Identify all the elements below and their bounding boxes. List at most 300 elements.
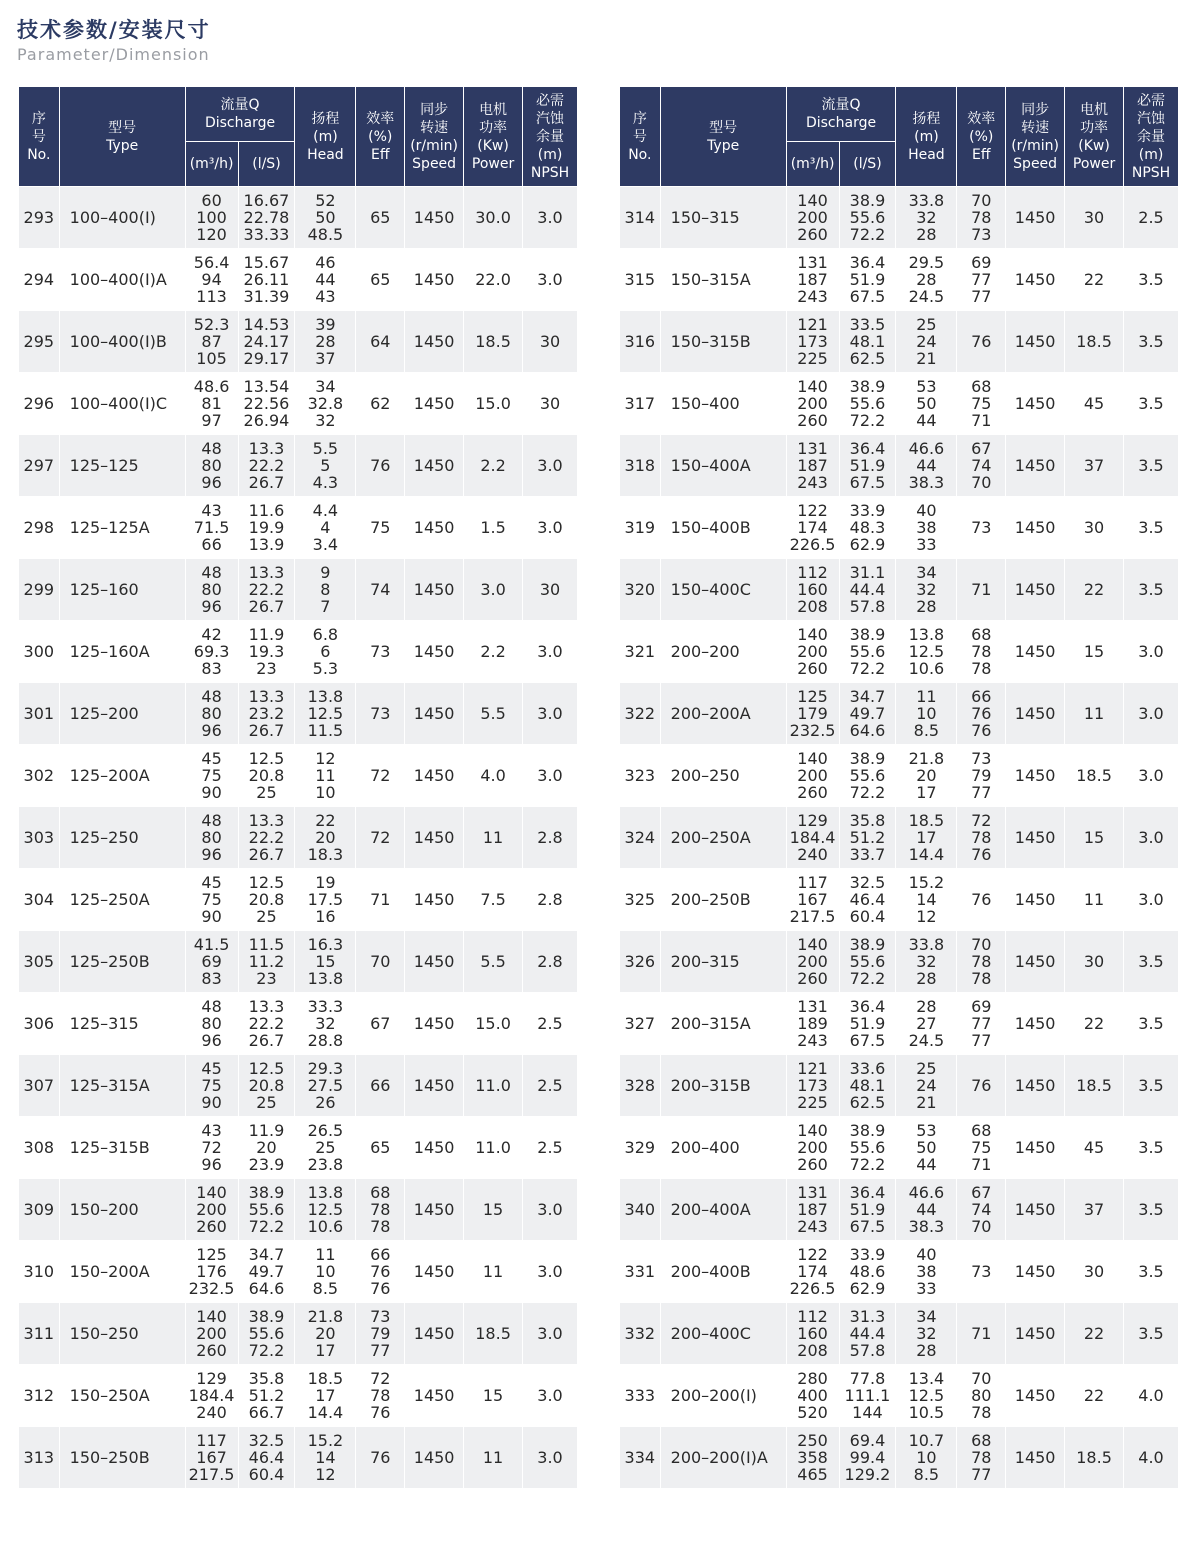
cell-speed: 1450	[1006, 621, 1065, 683]
table-row	[19, 1241, 578, 1303]
table-row	[19, 373, 578, 435]
cell-flow-m3h: 45 75 90	[185, 745, 238, 807]
cell-power: 11	[464, 807, 523, 869]
cell-head: 33.8 32 28	[896, 931, 957, 993]
cell-eff: 76	[957, 869, 1006, 931]
cell-npsh: 2.5	[1124, 187, 1179, 249]
cell-flow-ls: 36.4 51.9 67.5	[839, 993, 896, 1055]
cell-power: 15.0	[464, 373, 523, 435]
cell-type: 150–400A	[660, 435, 786, 497]
cell-head: 22 20 18.3	[295, 807, 356, 869]
cell-npsh: 3.5	[1124, 249, 1179, 311]
cell-no: 296	[19, 373, 60, 435]
header-m3h: (m³/h)	[185, 142, 238, 187]
cell-npsh: 3.5	[1124, 435, 1179, 497]
cell-npsh: 3.0	[523, 249, 578, 311]
cell-eff: 68 78 78	[957, 621, 1006, 683]
cell-no: 318	[620, 435, 661, 497]
cell-type: 150–400B	[660, 497, 786, 559]
cell-npsh: 3.5	[1124, 1241, 1179, 1303]
cell-eff: 72 78 76	[356, 1365, 405, 1427]
cell-type: 150–315	[660, 187, 786, 249]
cell-flow-m3h: 140 200 260	[786, 621, 839, 683]
cell-no: 312	[19, 1365, 60, 1427]
cell-eff: 76	[957, 311, 1006, 373]
table-row	[19, 497, 578, 559]
cell-no: 300	[19, 621, 60, 683]
cell-speed: 1450	[1006, 869, 1065, 931]
cell-flow-m3h: 121 173 225	[786, 1055, 839, 1117]
cell-flow-ls: 38.9 55.6 72.2	[839, 1117, 896, 1179]
cell-eff: 75	[356, 497, 405, 559]
cell-flow-ls: 34.7 49.7 64.6	[839, 683, 896, 745]
header-head: 扬程 (m) Head	[896, 87, 957, 187]
cell-power: 30.0	[464, 187, 523, 249]
cell-head: 13.8 12.5 10.6	[896, 621, 957, 683]
cell-type: 150–250	[59, 1303, 185, 1365]
cell-power: 22	[1065, 1303, 1124, 1365]
cell-head: 40 38 33	[896, 497, 957, 559]
cell-no: 315	[620, 249, 661, 311]
cell-speed: 1450	[405, 869, 464, 931]
cell-power: 37	[1065, 1179, 1124, 1241]
table-row	[620, 1365, 1179, 1427]
header-discharge: 流量Q Discharge	[185, 87, 295, 142]
cell-eff: 74	[356, 559, 405, 621]
cell-power: 5.5	[464, 931, 523, 993]
cell-flow-m3h: 125 179 232.5	[786, 683, 839, 745]
cell-npsh: 3.0	[1124, 621, 1179, 683]
cell-eff: 68 78 78	[356, 1179, 405, 1241]
cell-flow-ls: 31.1 44.4 57.8	[839, 559, 896, 621]
table-row	[620, 745, 1179, 807]
table-row	[620, 931, 1179, 993]
cell-head: 26.5 25 23.8	[295, 1117, 356, 1179]
cell-flow-m3h: 131 187 243	[786, 435, 839, 497]
cell-type: 200–250	[660, 745, 786, 807]
cell-speed: 1450	[405, 311, 464, 373]
cell-power: 18.5	[464, 1303, 523, 1365]
cell-head: 34 32.8 32	[295, 373, 356, 435]
cell-npsh: 3.0	[523, 1241, 578, 1303]
cell-flow-m3h: 45 75 90	[185, 1055, 238, 1117]
cell-speed: 1450	[405, 1179, 464, 1241]
cell-type: 125–125A	[59, 497, 185, 559]
table-row	[620, 683, 1179, 745]
cell-flow-ls: 38.9 55.6 72.2	[839, 373, 896, 435]
cell-npsh: 3.0	[523, 187, 578, 249]
cell-flow-ls: 38.9 55.6 72.2	[839, 745, 896, 807]
table-row	[19, 1427, 578, 1489]
header-npsh: 必需 汽蚀 余量 (m) NPSH	[523, 87, 578, 187]
cell-power: 30	[1065, 187, 1124, 249]
cell-type: 200–200	[660, 621, 786, 683]
cell-no: 323	[620, 745, 661, 807]
cell-type: 150–250A	[59, 1365, 185, 1427]
cell-npsh: 3.0	[1124, 807, 1179, 869]
cell-head: 15.2 14 12	[295, 1427, 356, 1489]
cell-no: 293	[19, 187, 60, 249]
cell-speed: 1450	[1006, 1303, 1065, 1365]
cell-flow-m3h: 43 71.5 66	[185, 497, 238, 559]
cell-no: 326	[620, 931, 661, 993]
table-row	[620, 249, 1179, 311]
cell-npsh: 3.0	[523, 621, 578, 683]
cell-type: 150–315A	[660, 249, 786, 311]
cell-no: 303	[19, 807, 60, 869]
cell-eff: 70 78 78	[957, 931, 1006, 993]
cell-npsh: 2.5	[523, 1117, 578, 1179]
cell-speed: 1450	[405, 1055, 464, 1117]
cell-type: 150–315B	[660, 311, 786, 373]
cell-power: 4.0	[464, 745, 523, 807]
cell-type: 200–250A	[660, 807, 786, 869]
cell-head: 46 44 43	[295, 249, 356, 311]
cell-power: 18.5	[1065, 311, 1124, 373]
cell-flow-m3h: 129 184.4 240	[786, 807, 839, 869]
cell-power: 15	[464, 1365, 523, 1427]
cell-speed: 1450	[405, 745, 464, 807]
cell-flow-ls: 13.3 22.2 26.7	[238, 559, 295, 621]
cell-no: 328	[620, 1055, 661, 1117]
cell-head: 19 17.5 16	[295, 869, 356, 931]
cell-power: 11.0	[464, 1117, 523, 1179]
cell-no: 299	[19, 559, 60, 621]
cell-flow-ls: 13.3 22.2 26.7	[238, 435, 295, 497]
cell-npsh: 3.5	[1124, 1055, 1179, 1117]
cell-speed: 1450	[1006, 1055, 1065, 1117]
cell-no: 320	[620, 559, 661, 621]
cell-npsh: 30	[523, 373, 578, 435]
header-ls: (l/S)	[839, 142, 896, 187]
cell-flow-m3h: 140 200 260	[786, 187, 839, 249]
cell-type: 125–250	[59, 807, 185, 869]
cell-power: 30	[1065, 1241, 1124, 1303]
cell-power: 15	[1065, 621, 1124, 683]
header-speed: 同步 转速 (r/min) Speed	[1006, 87, 1065, 187]
table-row	[19, 435, 578, 497]
cell-type: 125–315B	[59, 1117, 185, 1179]
cell-npsh: 3.5	[1124, 1179, 1179, 1241]
cell-flow-m3h: 140 200 260	[786, 1117, 839, 1179]
cell-head: 33.3 32 28.8	[295, 993, 356, 1055]
cell-speed: 1450	[1006, 1241, 1065, 1303]
cell-flow-ls: 31.3 44.4 57.8	[839, 1303, 896, 1365]
table-row	[620, 1241, 1179, 1303]
header-power: 电机 功率 (Kw) Power	[1065, 87, 1124, 187]
cell-flow-ls: 13.3 23.2 26.7	[238, 683, 295, 745]
cell-no: 295	[19, 311, 60, 373]
cell-flow-ls: 33.9 48.3 62.9	[839, 497, 896, 559]
cell-no: 316	[620, 311, 661, 373]
cell-speed: 1450	[1006, 745, 1065, 807]
cell-no: 325	[620, 869, 661, 931]
cell-head: 12 11 10	[295, 745, 356, 807]
cell-power: 18.5	[1065, 1055, 1124, 1117]
cell-flow-m3h: 48 80 96	[185, 807, 238, 869]
cell-no: 331	[620, 1241, 661, 1303]
table-row	[19, 1055, 578, 1117]
cell-type: 125–200	[59, 683, 185, 745]
cell-speed: 1450	[405, 497, 464, 559]
cell-flow-m3h: 45 75 90	[185, 869, 238, 931]
table-row	[620, 187, 1179, 249]
cell-head: 13.4 12.5 10.5	[896, 1365, 957, 1427]
cell-head: 34 32 28	[896, 559, 957, 621]
table-row	[19, 559, 578, 621]
table-row	[19, 869, 578, 931]
cell-flow-ls: 11.6 19.9 13.9	[238, 497, 295, 559]
cell-eff: 68 75 71	[957, 1117, 1006, 1179]
cell-power: 11.0	[464, 1055, 523, 1117]
header-eff: 效率 (%) Eff	[957, 87, 1006, 187]
cell-no: 314	[620, 187, 661, 249]
cell-no: 304	[19, 869, 60, 931]
cell-head: 11 10 8.5	[295, 1241, 356, 1303]
cell-speed: 1450	[405, 1117, 464, 1179]
cell-no: 324	[620, 807, 661, 869]
cell-power: 15	[464, 1179, 523, 1241]
table-row	[620, 1303, 1179, 1365]
cell-flow-ls: 35.8 51.2 33.7	[839, 807, 896, 869]
cell-power: 2.2	[464, 621, 523, 683]
cell-type: 125–160	[59, 559, 185, 621]
cell-power: 15	[1065, 807, 1124, 869]
cell-eff: 68 78 77	[957, 1427, 1006, 1489]
cell-speed: 1450	[1006, 931, 1065, 993]
table-row	[620, 1055, 1179, 1117]
cell-power: 2.2	[464, 435, 523, 497]
cell-type: 125–200A	[59, 745, 185, 807]
table-row	[620, 621, 1179, 683]
cell-flow-m3h: 129 184.4 240	[185, 1365, 238, 1427]
cell-power: 3.0	[464, 559, 523, 621]
cell-head: 18.5 17 14.4	[896, 807, 957, 869]
cell-power: 1.5	[464, 497, 523, 559]
cell-head: 34 32 28	[896, 1303, 957, 1365]
cell-head: 46.6 44 38.3	[896, 435, 957, 497]
cell-flow-ls: 38.9 55.6 72.2	[238, 1179, 295, 1241]
cell-flow-m3h: 131 189 243	[786, 993, 839, 1055]
cell-flow-m3h: 56.4 94 113	[185, 249, 238, 311]
cell-eff: 70 78 73	[957, 187, 1006, 249]
cell-power: 18.5	[464, 311, 523, 373]
cell-flow-m3h: 140 200 260	[185, 1303, 238, 1365]
cell-flow-ls: 12.5 20.8 25	[238, 1055, 295, 1117]
cell-type: 100–400(I)C	[59, 373, 185, 435]
cell-flow-m3h: 140 200 260	[786, 373, 839, 435]
cell-npsh: 3.0	[1124, 683, 1179, 745]
page-subtitle: Parameter/Dimension	[17, 45, 210, 64]
cell-flow-ls: 13.3 22.2 26.7	[238, 993, 295, 1055]
cell-flow-m3h: 250 358 465	[786, 1427, 839, 1489]
header-no: 序 号 No.	[19, 87, 60, 187]
table-row	[620, 497, 1179, 559]
cell-no: 307	[19, 1055, 60, 1117]
cell-head: 53 50 44	[896, 1117, 957, 1179]
table-row	[620, 869, 1179, 931]
cell-speed: 1450	[405, 1241, 464, 1303]
cell-flow-m3h: 48 80 96	[185, 559, 238, 621]
cell-flow-ls: 32.5 46.4 60.4	[839, 869, 896, 931]
cell-power: 11	[1065, 683, 1124, 745]
cell-eff: 70 80 78	[957, 1365, 1006, 1427]
header-ls: (l/S)	[238, 142, 295, 187]
cell-type: 150–250B	[59, 1427, 185, 1489]
cell-speed: 1450	[405, 993, 464, 1055]
cell-head: 46.6 44 38.3	[896, 1179, 957, 1241]
cell-npsh: 4.0	[1124, 1365, 1179, 1427]
spec-table-left	[18, 86, 578, 1489]
spec-table-right	[619, 86, 1179, 1489]
cell-npsh: 3.0	[523, 497, 578, 559]
table-row	[19, 1117, 578, 1179]
cell-type: 100–400(I)A	[59, 249, 185, 311]
cell-eff: 76	[957, 1055, 1006, 1117]
cell-power: 11	[464, 1241, 523, 1303]
cell-type: 150–400C	[660, 559, 786, 621]
cell-type: 200–315	[660, 931, 786, 993]
cell-power: 5.5	[464, 683, 523, 745]
cell-head: 11 10 8.5	[896, 683, 957, 745]
cell-power: 22	[1065, 249, 1124, 311]
cell-npsh: 3.5	[1124, 1303, 1179, 1365]
cell-flow-ls: 11.9 20 23.9	[238, 1117, 295, 1179]
cell-eff: 65	[356, 187, 405, 249]
cell-head: 6.8 6 5.3	[295, 621, 356, 683]
cell-head: 13.8 12.5 10.6	[295, 1179, 356, 1241]
cell-type: 200–400A	[660, 1179, 786, 1241]
cell-flow-m3h: 131 187 243	[786, 1179, 839, 1241]
cell-speed: 1450	[1006, 497, 1065, 559]
cell-no: 317	[620, 373, 661, 435]
cell-speed: 1450	[1006, 1365, 1065, 1427]
table-row	[19, 683, 578, 745]
cell-no: 333	[620, 1365, 661, 1427]
cell-flow-m3h: 42 69.3 83	[185, 621, 238, 683]
cell-flow-ls: 38.9 55.6 72.2	[238, 1303, 295, 1365]
cell-flow-ls: 15.67 26.11 31.39	[238, 249, 295, 311]
header-no: 序 号 No.	[620, 87, 661, 187]
cell-type: 200–400	[660, 1117, 786, 1179]
cell-flow-ls: 11.9 19.3 23	[238, 621, 295, 683]
cell-flow-m3h: 48.6 81 97	[185, 373, 238, 435]
table-row	[19, 1179, 578, 1241]
cell-power: 22	[1065, 559, 1124, 621]
cell-power: 18.5	[1065, 745, 1124, 807]
cell-head: 29.5 28 24.5	[896, 249, 957, 311]
cell-type: 200–315B	[660, 1055, 786, 1117]
cell-no: 321	[620, 621, 661, 683]
table-row	[19, 1365, 578, 1427]
cell-flow-m3h: 43 72 96	[185, 1117, 238, 1179]
cell-npsh: 3.5	[1124, 373, 1179, 435]
cell-flow-m3h: 48 80 96	[185, 435, 238, 497]
cell-no: 306	[19, 993, 60, 1055]
cell-power: 7.5	[464, 869, 523, 931]
cell-eff: 73	[356, 621, 405, 683]
table-row	[620, 311, 1179, 373]
cell-speed: 1450	[1006, 1427, 1065, 1489]
cell-flow-ls: 34.7 49.7 64.6	[238, 1241, 295, 1303]
cell-flow-m3h: 112 160 208	[786, 559, 839, 621]
cell-speed: 1450	[405, 683, 464, 745]
cell-power: 18.5	[1065, 1427, 1124, 1489]
cell-type: 200–200(I)A	[660, 1427, 786, 1489]
table-row	[19, 931, 578, 993]
cell-npsh: 2.8	[523, 807, 578, 869]
cell-speed: 1450	[1006, 311, 1065, 373]
cell-no: 298	[19, 497, 60, 559]
cell-type: 125–315	[59, 993, 185, 1055]
cell-flow-m3h: 140 200 260	[185, 1179, 238, 1241]
table-row	[620, 435, 1179, 497]
cell-npsh: 3.0	[1124, 869, 1179, 931]
cell-eff: 65	[356, 1117, 405, 1179]
cell-npsh: 3.5	[1124, 559, 1179, 621]
cell-head: 52 50 48.5	[295, 187, 356, 249]
cell-flow-ls: 33.6 48.1 62.5	[839, 1055, 896, 1117]
cell-eff: 73	[356, 683, 405, 745]
cell-type: 150–400	[660, 373, 786, 435]
cell-speed: 1450	[1006, 373, 1065, 435]
cell-flow-m3h: 140 200 260	[786, 745, 839, 807]
table-row	[19, 993, 578, 1055]
cell-flow-ls: 35.8 51.2 66.7	[238, 1365, 295, 1427]
cell-head: 16.3 15 13.8	[295, 931, 356, 993]
cell-head: 13.8 12.5 11.5	[295, 683, 356, 745]
cell-flow-m3h: 121 173 225	[786, 311, 839, 373]
cell-speed: 1450	[1006, 435, 1065, 497]
cell-flow-m3h: 140 200 260	[786, 931, 839, 993]
cell-no: 297	[19, 435, 60, 497]
table-body-right	[620, 187, 1179, 1489]
cell-head: 15.2 14 12	[896, 869, 957, 931]
cell-npsh: 3.5	[1124, 1117, 1179, 1179]
cell-no: 308	[19, 1117, 60, 1179]
cell-flow-ls: 38.9 55.6 72.2	[839, 931, 896, 993]
cell-type: 125–250A	[59, 869, 185, 931]
cell-eff: 66 76 76	[957, 683, 1006, 745]
cell-speed: 1450	[1006, 1117, 1065, 1179]
cell-speed: 1450	[1006, 1179, 1065, 1241]
cell-flow-m3h: 280 400 520	[786, 1365, 839, 1427]
cell-speed: 1450	[405, 1365, 464, 1427]
cell-flow-ls: 12.5 20.8 25	[238, 869, 295, 931]
cell-eff: 73 79 77	[356, 1303, 405, 1365]
cell-type: 200–315A	[660, 993, 786, 1055]
cell-eff: 67 74 70	[957, 435, 1006, 497]
table-row	[620, 1427, 1179, 1489]
cell-npsh: 3.5	[1124, 497, 1179, 559]
cell-flow-m3h: 131 187 243	[786, 249, 839, 311]
table-row	[19, 1303, 578, 1365]
cell-flow-m3h: 117 167 217.5	[185, 1427, 238, 1489]
cell-eff: 67	[356, 993, 405, 1055]
cell-npsh: 3.0	[523, 435, 578, 497]
cell-head: 9 8 7	[295, 559, 356, 621]
cell-no: 319	[620, 497, 661, 559]
cell-speed: 1450	[1006, 993, 1065, 1055]
cell-speed: 1450	[1006, 807, 1065, 869]
cell-flow-m3h: 122 174 226.5	[786, 1241, 839, 1303]
cell-speed: 1450	[405, 931, 464, 993]
cell-speed: 1450	[405, 1303, 464, 1365]
cell-power: 45	[1065, 1117, 1124, 1179]
cell-eff: 62	[356, 373, 405, 435]
cell-flow-m3h: 117 167 217.5	[786, 869, 839, 931]
table-body-left	[19, 187, 578, 1489]
